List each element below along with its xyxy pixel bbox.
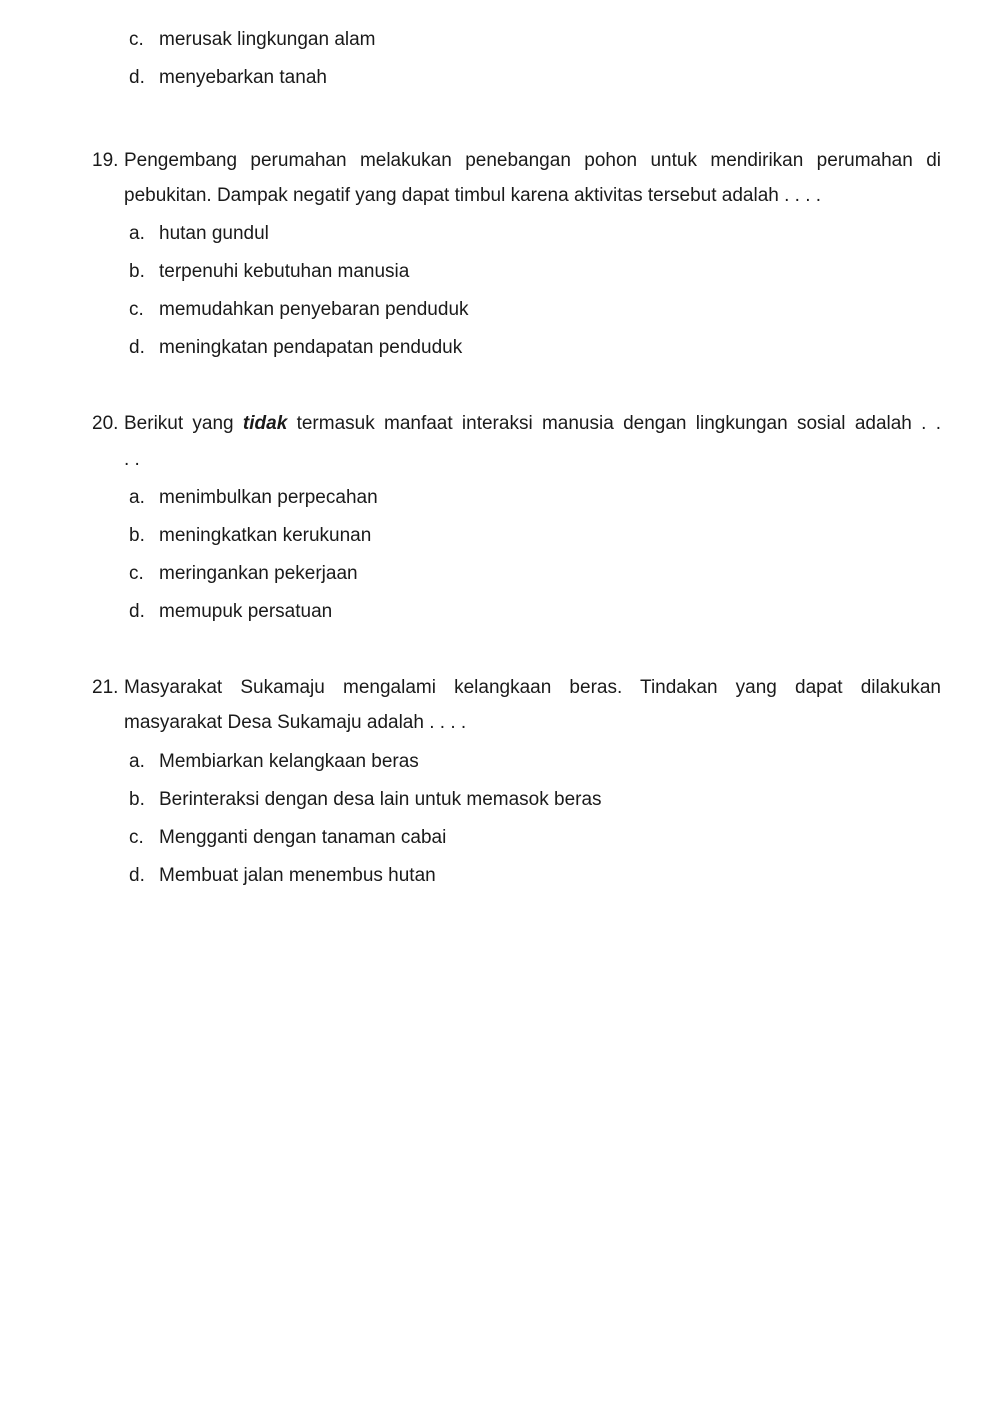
option-letter: c. xyxy=(129,29,144,50)
option-text: Berinteraksi dengan desa lain untuk memasok beras xyxy=(159,789,602,810)
question-text-before: Berikut yang xyxy=(124,413,243,434)
option-text: merusak lingkungan alam xyxy=(159,29,376,50)
option-text: memupuk persatuan xyxy=(159,601,333,622)
question-text-line-2: pebukitan. Dampak negatif yang dapat timbul karena aktivitas tersebut adalah . . . . xyxy=(124,185,822,206)
question-text-line-2: . . xyxy=(124,449,140,470)
option-letter: d. xyxy=(129,337,145,358)
option-letter: d. xyxy=(129,67,145,88)
option-text: meringankan pekerjaan xyxy=(159,563,358,584)
question-text-line-1: Pengembang perumahan melakukan penebangan pohon untuk mendirikan perumahan di xyxy=(124,150,941,171)
option-text: meningkatan pendapatan penduduk xyxy=(159,337,463,358)
question-text-line-1: Masyarakat Sukamaju mengalami kelangkaan beras. Tindakan yang dapat dilakukan xyxy=(124,677,941,698)
option-letter: c. xyxy=(129,827,144,848)
option-letter: b. xyxy=(129,525,145,546)
option-letter: c. xyxy=(129,299,144,320)
option-letter: b. xyxy=(129,261,145,282)
question-text-line-2: masyarakat Desa Sukamaju adalah . . . . xyxy=(124,712,467,733)
option-letter: c. xyxy=(129,563,144,584)
question-number: 20. xyxy=(92,413,119,434)
option-letter: a. xyxy=(129,223,145,244)
option-letter: d. xyxy=(129,601,145,622)
option-letter: b. xyxy=(129,789,145,810)
option-text: menyebarkan tanah xyxy=(159,67,327,88)
option-text: terpenuhi kebutuhan manusia xyxy=(159,261,410,282)
question-text-after: termasuk manfaat interaksi manusia dengan lingkungan sosial adalah . . xyxy=(287,413,941,434)
option-letter: d. xyxy=(129,865,145,886)
question-number: 21. xyxy=(92,677,119,698)
option-text: Membiarkan kelangkaan beras xyxy=(159,751,419,772)
option-text: memudahkan penyebaran penduduk xyxy=(159,299,469,320)
option-text: Mengganti dengan tanaman cabai xyxy=(159,827,447,848)
option-text: meningkatkan kerukunan xyxy=(159,525,372,546)
option-letter: a. xyxy=(129,751,145,772)
option-text: Membuat jalan menembus hutan xyxy=(159,865,436,886)
question-text-emphasis: tidak xyxy=(242,413,288,434)
question-text-line-1 xyxy=(124,412,941,436)
option-text: hutan gundul xyxy=(159,223,269,244)
option-text: menimbulkan perpecahan xyxy=(159,487,378,508)
option-letter: a. xyxy=(129,487,145,508)
question-number: 19. xyxy=(92,150,119,171)
